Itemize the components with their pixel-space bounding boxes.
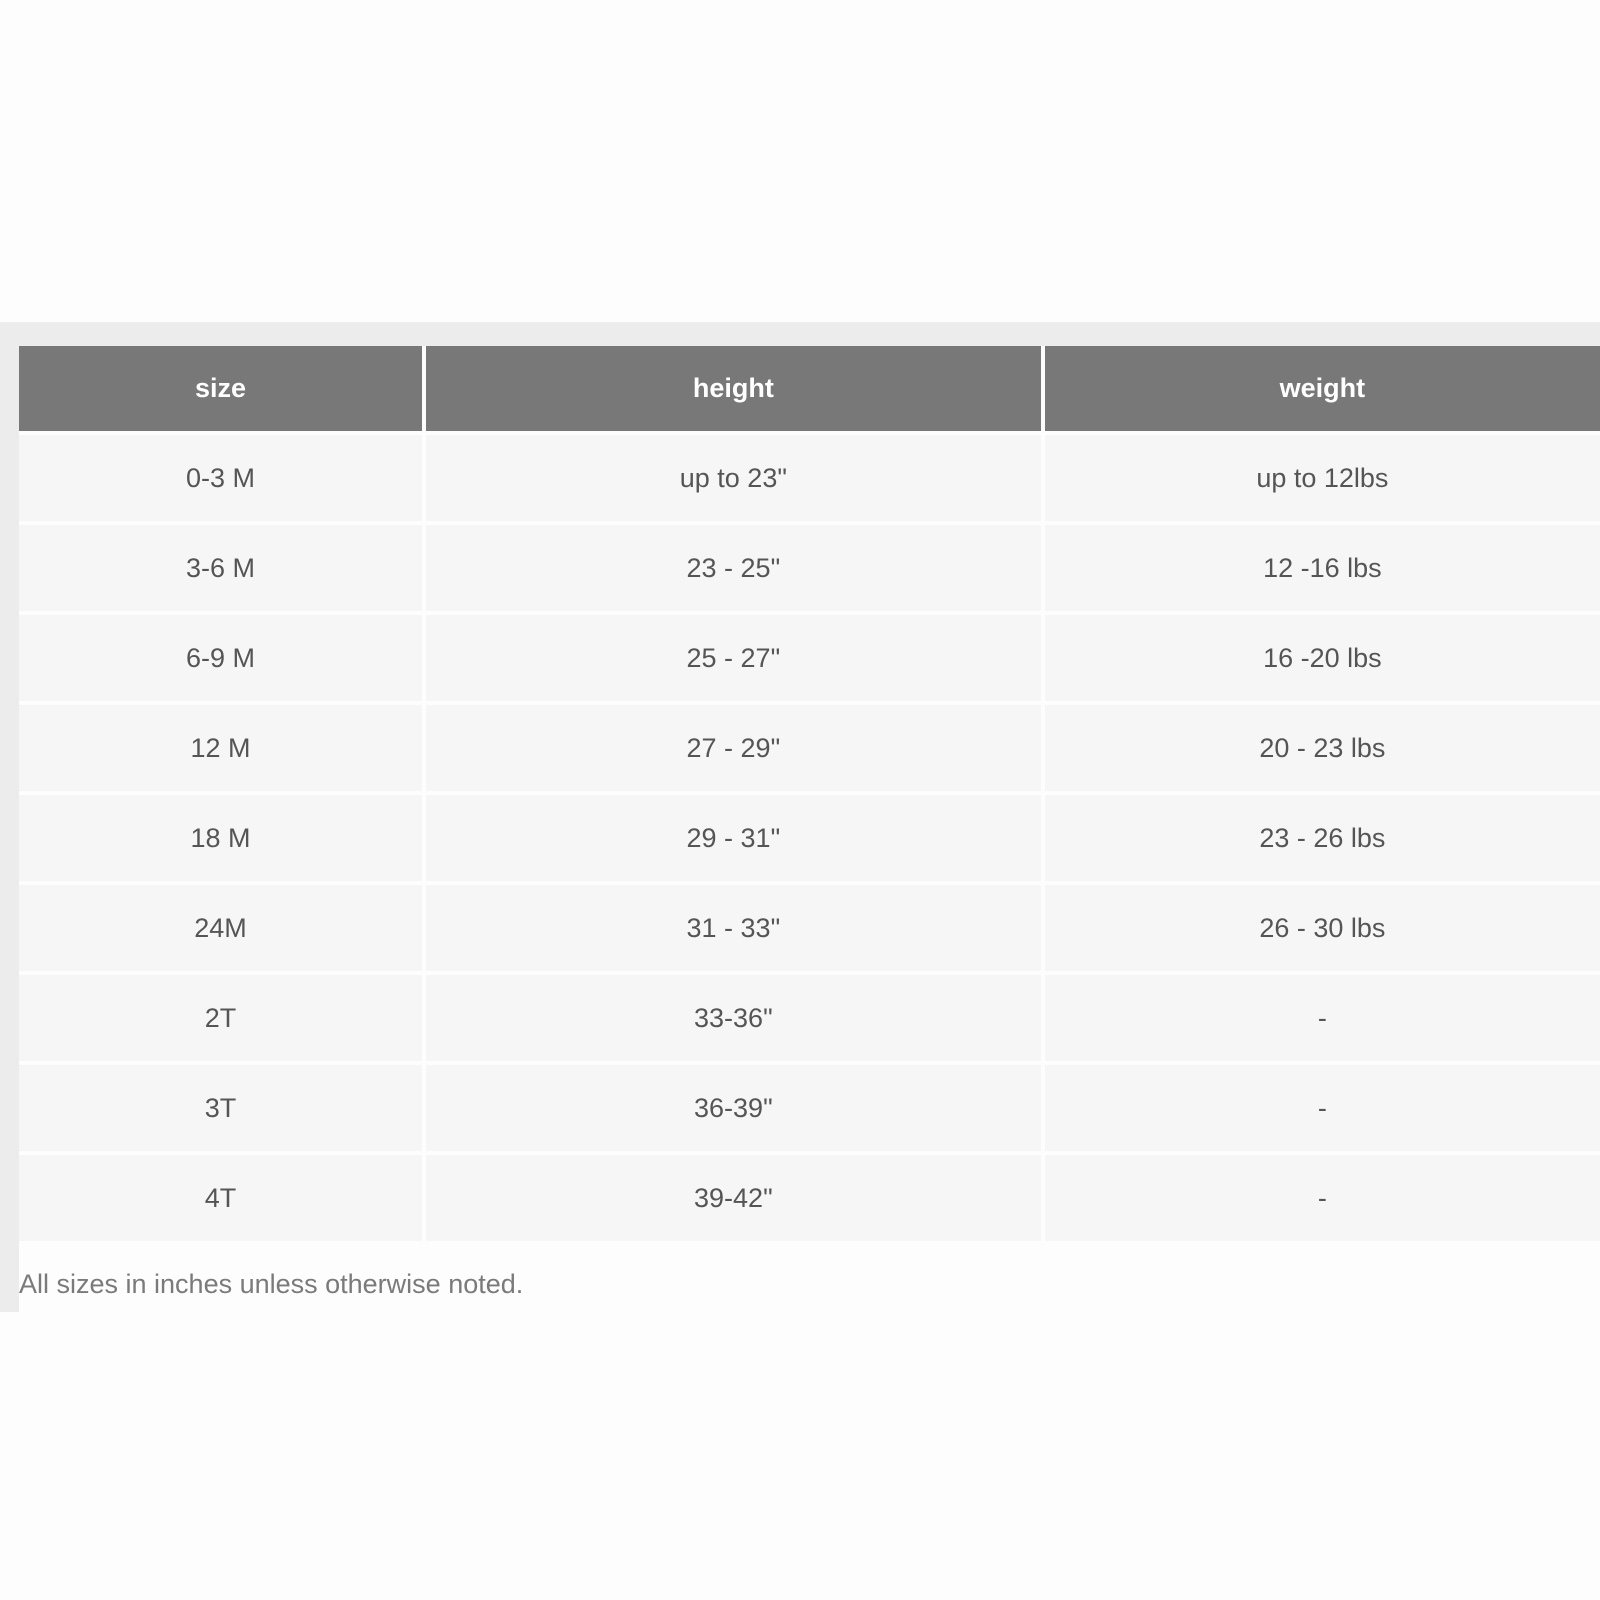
table-row [19,885,1600,971]
cell-size: 2T [19,975,422,1061]
table-row [19,975,1600,1061]
cell-height: 25 - 27" [426,615,1041,701]
cell-weight: 26 - 30 lbs [1045,885,1600,971]
table-row [19,1065,1600,1151]
cell-weight: 23 - 26 lbs [1045,795,1600,881]
cell-height: 31 - 33" [426,885,1041,971]
table-row [19,525,1600,611]
cell-height: 36-39" [426,1065,1041,1151]
cell-size: 3-6 M [19,525,422,611]
cell-height: 27 - 29" [426,705,1041,791]
cell-size: 24M [19,885,422,971]
cell-size: 6-9 M [19,615,422,701]
cell-size: 12 M [19,705,422,791]
cell-height: 33-36" [426,975,1041,1061]
size-chart-table [15,342,1600,1245]
header-height: height [426,346,1041,431]
cell-height: 29 - 31" [426,795,1041,881]
cell-weight: up to 12lbs [1045,435,1600,521]
table-header-row [19,346,1600,431]
table-row [19,1155,1600,1241]
cell-size: 0-3 M [19,435,422,521]
size-footnote: All sizes in inches unless otherwise noted. [19,1269,524,1299]
cell-weight: 16 -20 lbs [1045,615,1600,701]
cell-size: 18 M [19,795,422,881]
table-row [19,435,1600,521]
cell-weight: - [1045,975,1600,1061]
cell-weight: - [1045,1155,1600,1241]
cell-weight: - [1045,1065,1600,1151]
table-row [19,705,1600,791]
cell-size: 4T [19,1155,422,1241]
table-row [19,795,1600,881]
cell-height: 39-42" [426,1155,1041,1241]
table-row [19,615,1600,701]
cell-weight: 20 - 23 lbs [1045,705,1600,791]
cell-height: 23 - 25" [426,525,1041,611]
header-size: size [19,346,422,431]
cell-weight: 12 -16 lbs [1045,525,1600,611]
cell-height: up to 23" [426,435,1041,521]
header-weight: weight [1045,346,1600,431]
cell-size: 3T [19,1065,422,1151]
